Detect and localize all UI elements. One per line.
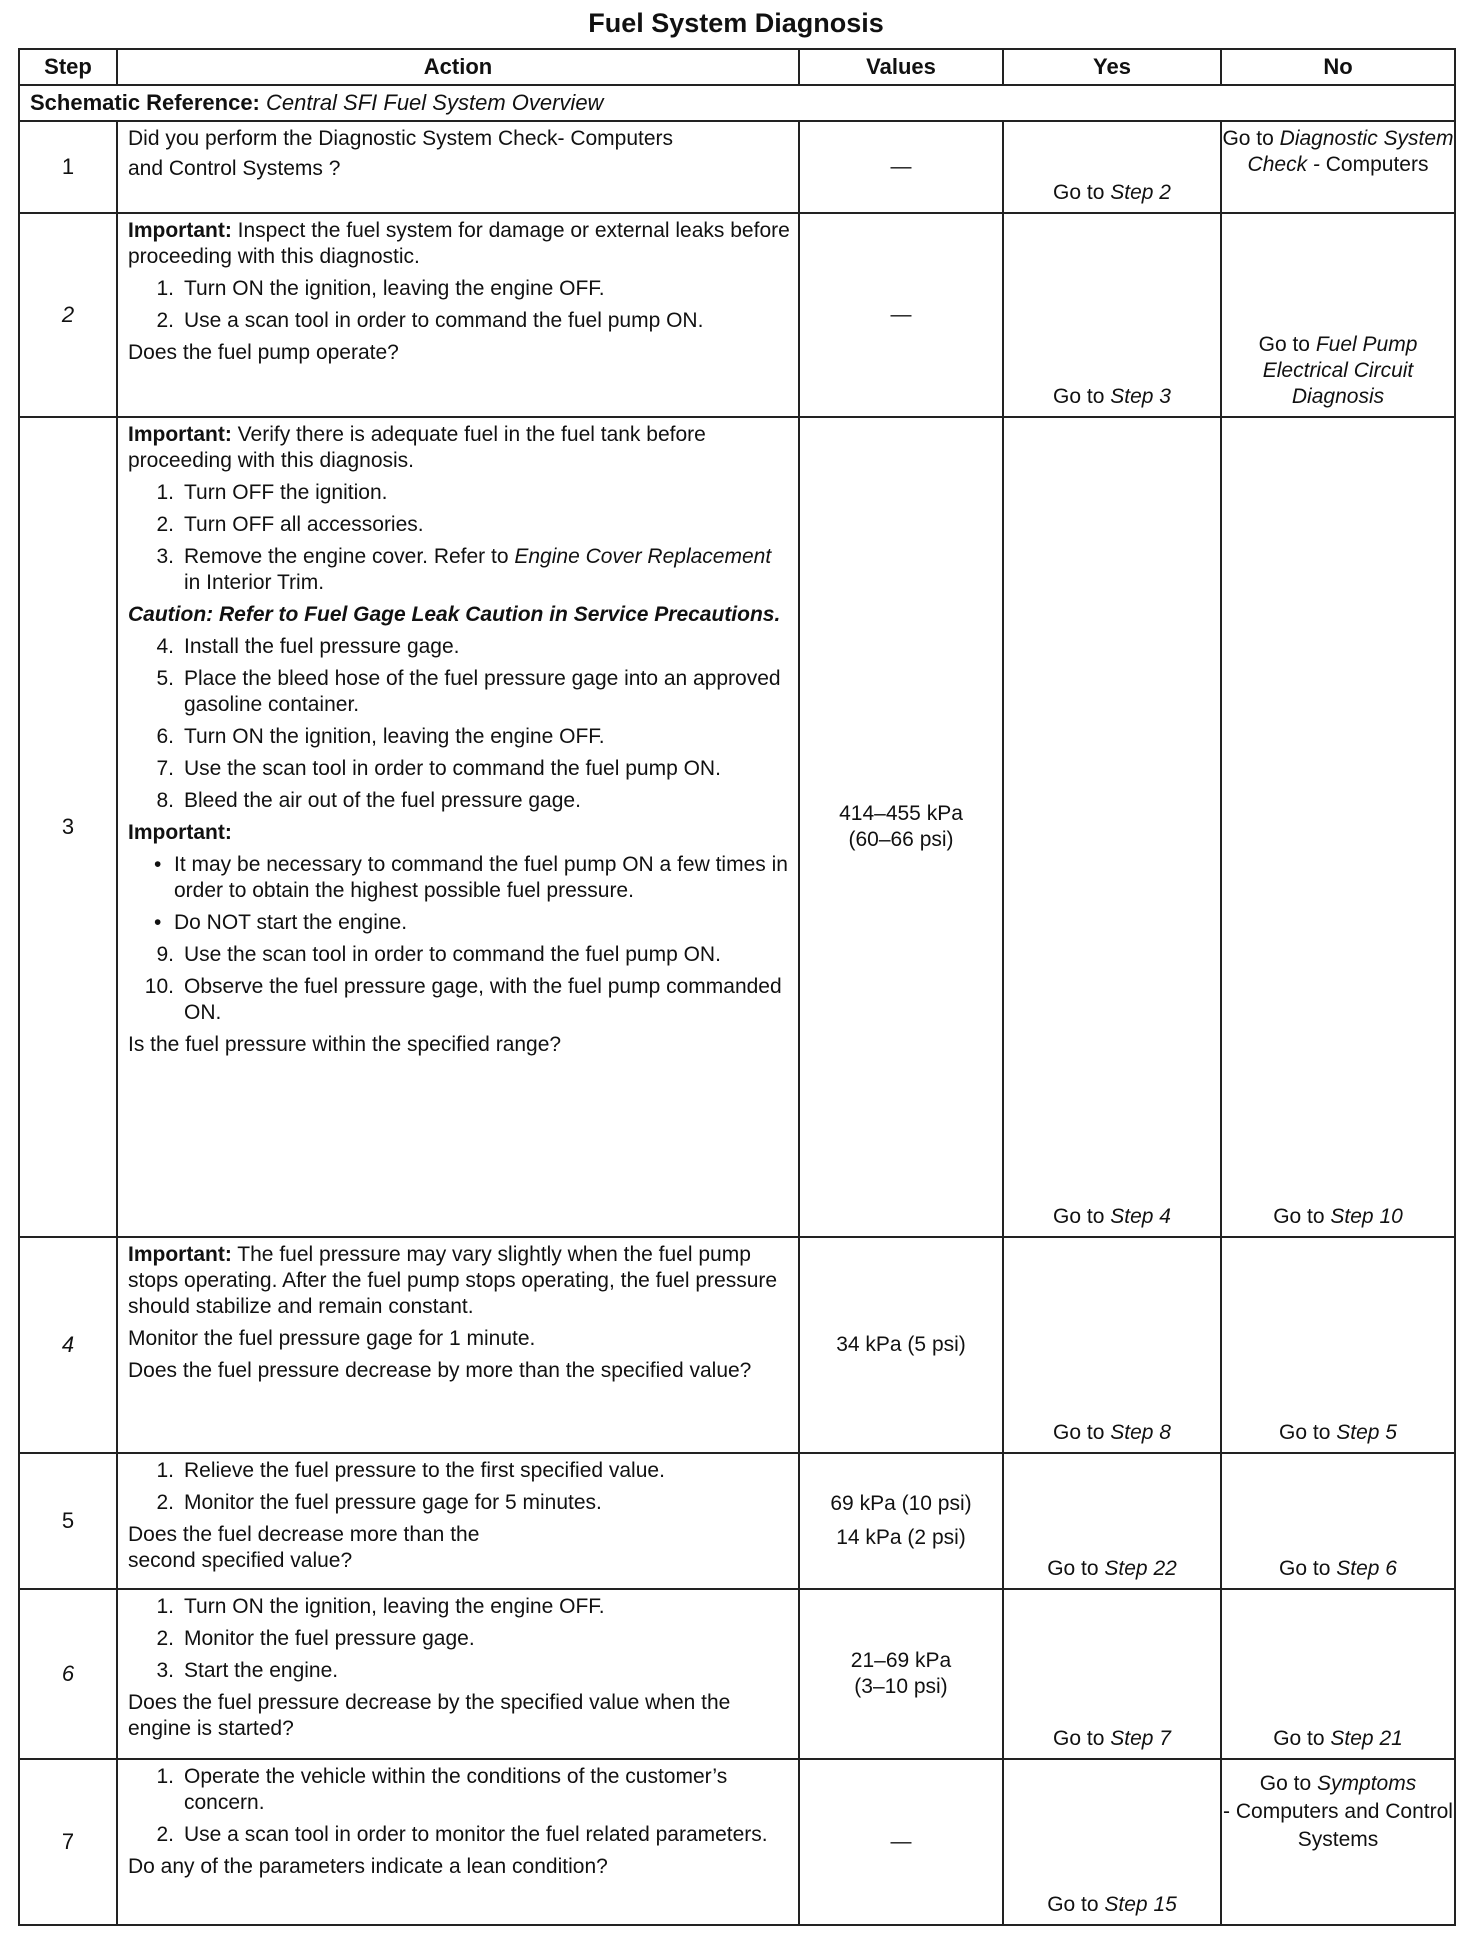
table-row (19, 1589, 1455, 1759)
action-cell: Important: The fuel pressure may vary slightly when the fuel pump stops operating. After the fuel pump stops operating, the fuel pressure should stabilize and remain constant. Monitor the fuel pressure gage for 1 minute. Does the fuel pressure decrease by more than the specified value? (117, 1237, 799, 1453)
table-row (19, 213, 1455, 417)
table-row (19, 1237, 1455, 1453)
table-row (19, 417, 1455, 1237)
header-action: Action (117, 49, 799, 85)
step-number: 2 (19, 213, 117, 417)
no-cell: Go to Fuel Pump Electrical Circuit Diagnosis (1221, 213, 1455, 417)
schematic-row (19, 85, 1455, 121)
page-title: Fuel System Diagnosis (588, 8, 884, 38)
step-number: 1 (19, 121, 117, 213)
value-cell: 34 kPa (5 psi) (799, 1237, 1003, 1453)
no-cell: Go to Step 21 (1221, 1589, 1455, 1759)
value-cell: — (799, 1759, 1003, 1925)
step-number: 3 (19, 417, 117, 1237)
action-cell: 1. Operate the vehicle within the conditions of the customer’s concern. 2. Use a scan tool in order to monitor the fuel related parameters. Do any of the parameters indicate a lean condition? (117, 1759, 799, 1925)
action-cell: 1. Turn ON the ignition, leaving the engine OFF. 2. Monitor the fuel pressure gage. 3. Start the engine. Does the fuel pressure decrease by the specified value when the engine is started? (117, 1589, 799, 1759)
step-number: 4 (19, 1237, 117, 1453)
yes-cell: Go to Step 15 (1003, 1759, 1221, 1925)
yes-cell: Go to Step 3 (1003, 213, 1221, 417)
no-cell: Go to Step 10 (1221, 417, 1455, 1237)
table-row (19, 1453, 1455, 1589)
value-cell: 69 kPa (10 psi) 14 kPa (2 psi) (799, 1453, 1003, 1589)
action-cell: Did you perform the Diagnostic System Check- Computers and Control Systems ? (117, 121, 799, 213)
header-step: Step (19, 49, 117, 85)
value-cell: — (799, 121, 1003, 213)
no-cell: Go to Step 5 (1221, 1237, 1455, 1453)
no-cell: Go to Step 6 (1221, 1453, 1455, 1589)
step-number: 5 (19, 1453, 117, 1589)
action-cell: Important: Verify there is adequate fuel in the fuel tank before proceeding with this diagnosis. 1. Turn OFF the ignition. 2. Turn OFF all accessories. 3. Remove the engine cover. Refer to Engine Cover Replacement in Interior Trim. Caution: Refer to Fuel Gage Leak Caution in Service Precautions. 4. Install the fuel pressure gage. 5. Place the bleed hose of the fuel pressure gage into an approved gasoline container. 6. Turn ON the ignition, leaving the engine OFF. 7. Use the scan tool in order to command the fuel pump ON. 8. Bleed the air out of the fuel pressure gage. Important: • It may be necessary to command the fuel pump ON a few times in order to obtain the highest possible fuel pressure. • Do NOT start the engine. 9. Use the scan tool in order to command the fuel pump ON. 10. Observe the fuel pressure gage, with the fuel pump commanded ON. Is the fuel pressure within the specified range? (117, 417, 799, 1237)
yes-cell: Go to Step 22 (1003, 1453, 1221, 1589)
header-yes: Yes (1003, 49, 1221, 85)
action-cell: 1. Relieve the fuel pressure to the first specified value. 2. Monitor the fuel pressure gage for 5 minutes. Does the fuel decrease more than the second specified value? (117, 1453, 799, 1589)
yes-cell: Go to Step 8 (1003, 1237, 1221, 1453)
header-no: No (1221, 49, 1455, 85)
yes-cell: Go to Step 2 (1003, 121, 1221, 213)
value-cell: 414–455 kPa (60–66 psi) (799, 417, 1003, 1237)
value-cell: — (799, 213, 1003, 417)
yes-cell: Go to Step 7 (1003, 1589, 1221, 1759)
diagnosis-table (18, 48, 1456, 1926)
action-cell: Important: Inspect the fuel system for damage or external leaks before proceeding with this diagnostic. 1. Turn ON the ignition, leaving the engine OFF. 2. Use a scan tool in order to command the fuel pump ON. Does the fuel pump operate? (117, 213, 799, 417)
caution-note: Caution: Refer to Fuel Gage Leak Caution in Service Precautions. (128, 603, 781, 626)
schematic-reference: Schematic Reference: Central SFI Fuel System Overview (19, 85, 1455, 121)
table-row (19, 121, 1455, 213)
yes-cell: Go to Step 4 (1003, 417, 1221, 1237)
header-row (19, 49, 1455, 85)
header-values: Values (799, 49, 1003, 85)
step-number: 7 (19, 1759, 117, 1925)
table-row (19, 1759, 1455, 1925)
no-cell: Go to Diagnostic System Check - Computers (1221, 121, 1455, 213)
value-cell: 21–69 kPa (3–10 psi) (799, 1589, 1003, 1759)
schematic-link: Central SFI Fuel System Overview (266, 90, 604, 115)
step-number: 6 (19, 1589, 117, 1759)
no-cell: Go to Symptoms - Computers and Control Systems (1221, 1759, 1455, 1925)
